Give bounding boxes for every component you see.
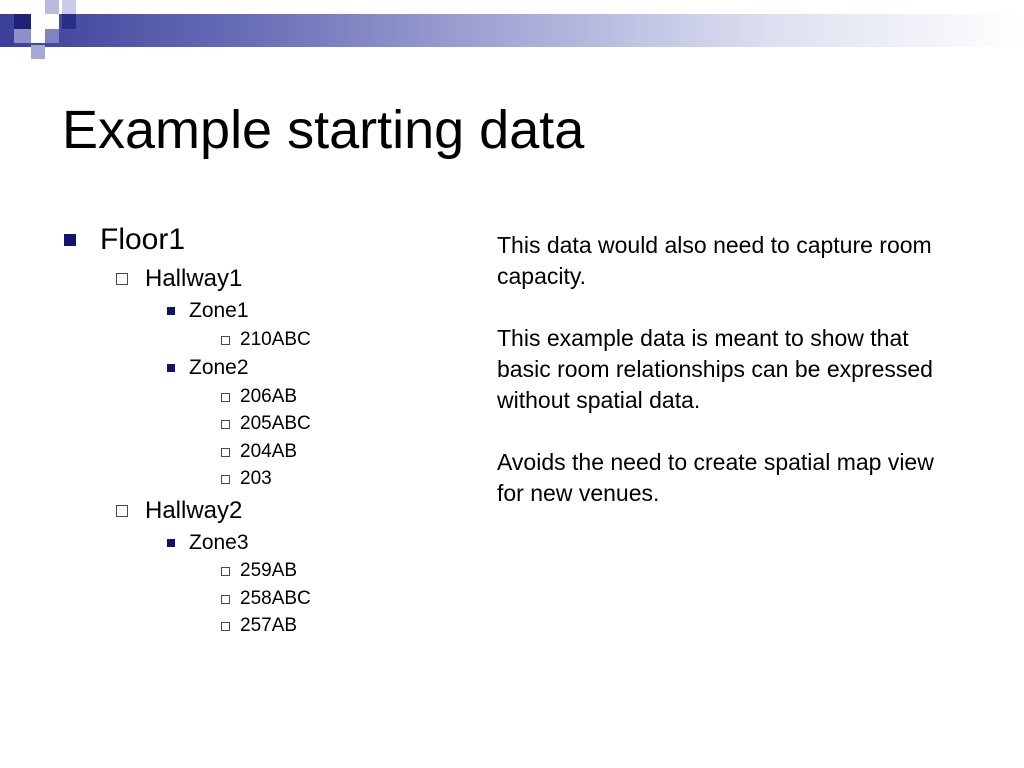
outline-item-text: Zone1 [189,299,249,322]
outline-item-level-3 [62,530,482,556]
outline-item-level-3 [62,298,482,324]
outline-item-text: Floor1 [100,223,186,256]
outline-item-level-2 [62,496,482,526]
outline-item-level-4 [62,587,482,611]
hollow-square-bullet-icon [221,420,230,429]
outline-item-level-4 [62,412,482,436]
decorative-square [62,14,76,29]
outline-item-level-4 [62,385,482,409]
decorative-square [31,14,45,29]
decorative-square [31,45,45,59]
note-paragraph: This data would also need to capture room capacity. [497,232,932,289]
filled-square-bullet-icon [64,234,76,246]
filled-square-bullet-icon [167,307,175,315]
outline-item-text: 204AB [240,441,298,462]
hollow-square-bullet-icon [116,505,128,517]
outline-item-level-4 [62,614,482,638]
outline-item-text: Hallway1 [145,265,243,292]
side-notes [497,230,957,540]
outline-item-level-2 [62,264,482,294]
filled-square-bullet-icon [167,364,175,372]
hollow-square-bullet-icon [116,273,128,285]
outline-item-text: 210ABC [240,329,311,350]
hollow-square-bullet-icon [221,622,230,631]
decorative-square [14,29,31,43]
outline-item-text: Hallway2 [145,497,243,524]
outline-item-level-1 [62,222,482,258]
decorative-square [14,14,31,29]
note-paragraph: This example data is meant to show that basic room relationships can be expressed without spatial data. [497,325,933,413]
outline-item-text: 203 [240,468,272,489]
slide-title: Example starting data [62,100,585,160]
note-paragraph: Avoids the need to create spatial map view for new venues. [497,449,934,506]
outline-item-level-3 [62,355,482,381]
hollow-square-bullet-icon [221,336,230,345]
decorative-square [31,29,45,43]
outline-item-level-4 [62,467,482,491]
hollow-square-bullet-icon [221,475,230,484]
outline-item-text: 257AB [240,615,298,636]
header-gradient-band [0,14,1024,47]
outline-item-level-4 [62,328,482,352]
outline-item-level-4 [62,559,482,583]
hollow-square-bullet-icon [221,567,230,576]
outline-item-text: 259AB [240,560,298,581]
outline-item-text: 258ABC [240,588,311,609]
outline-item-text: 206AB [240,386,298,407]
filled-square-bullet-icon [167,539,175,547]
outline-item-text: Zone2 [189,356,249,379]
hollow-square-bullet-icon [221,595,230,604]
decorative-square [45,14,59,29]
decorative-square [62,0,76,14]
outline-item-level-4 [62,440,482,464]
hollow-square-bullet-icon [221,448,230,457]
hollow-square-bullet-icon [221,393,230,402]
decorative-square [45,29,59,43]
outline-item-text: Zone3 [189,531,249,554]
decorative-square [45,0,59,14]
outline-item-text: 205ABC [240,413,311,434]
